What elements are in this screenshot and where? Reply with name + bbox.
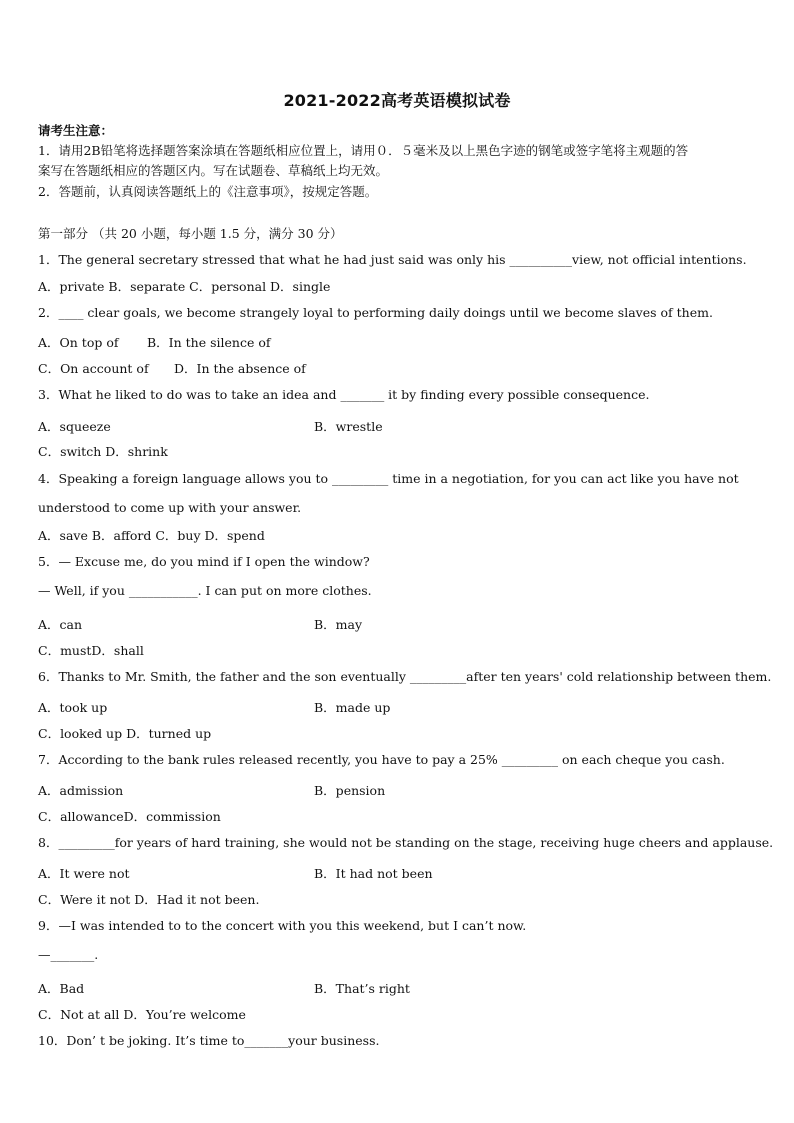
page-title: 2021-2022高考英语模拟试卷 — [283, 91, 511, 110]
q4-stem-2: understood to come up with your answer. — [38, 500, 302, 515]
notice-line-2: 2．答题前，认真阅读答题纸上的《注意事项》，按规定答题。 — [38, 184, 378, 199]
q8-option-a: A．It were not — [38, 866, 130, 881]
q6-stem: 6．Thanks to Mr. Smith, the father and the son eventually _________after ten years' cold relationship between them. — [38, 669, 772, 684]
q5-option-b: B．may — [314, 617, 363, 632]
notice-heading: 请考生注意： — [38, 123, 114, 138]
section-heading: 第一部分 （共 20 小题，每小题 1.5 分，满分 30 分） — [38, 226, 343, 241]
q2-option-c: C．On account of — [38, 361, 149, 376]
q3-stem: 3．What he liked to do was to take an idea and _______ it by finding every possible consequence. — [38, 387, 650, 402]
q6-option-a: A．took up — [38, 700, 108, 715]
q5-options-cd: C．mustD．shall — [38, 643, 144, 658]
q5-option-a: A．can — [38, 617, 83, 632]
q2-option-a: A．On top of — [38, 335, 119, 350]
q9-option-b: B．That’s right — [314, 981, 410, 996]
notice-line-1b: 案写在答题纸相应的答题区内。写在试题卷、草稿纸上均无效。 — [38, 163, 389, 178]
q8-option-b: B．It had not been — [314, 866, 433, 881]
q9-option-a: A．Bad — [38, 981, 85, 996]
notice-line-1a: 1．请用2B铅笔将选择题答案涂填在答题纸相应位置上，请用０．５毫米及以上黑色字迹的钢笔或签字笔将主观题的答 — [38, 143, 689, 158]
q7-stem: 7．According to the bank rules released recently, you have to pay a 25% _________ on each cheque you cash. — [38, 752, 725, 767]
q3-options-cd: C．switch D．shrink — [38, 444, 168, 459]
q9-stem-1: 9．—I was intended to to the concert with you this weekend, but I can’t now. — [38, 918, 527, 933]
q5-stem-2: — Well, if you ___________. I can put on more clothes. — [38, 583, 372, 598]
q5-stem-1: 5．— Excuse me, do you mind if I open the window? — [38, 554, 370, 569]
q9-options-cd: C．Not at all D．You’re welcome — [38, 1007, 246, 1022]
q8-stem: 8．_________for years of hard training, she would not be standing on the stage, receiving huge cheers and applause. — [38, 835, 774, 850]
q7-option-a: A．admission — [38, 783, 124, 798]
q1-options: A．private B．separate C．personal D．single — [38, 279, 331, 294]
q7-option-b: B．pension — [314, 783, 386, 798]
q2-option-d: D．In the absence of — [174, 361, 306, 376]
q1-stem: 1．The general secretary stressed that what he had just said was only his __________view, not official intentions. — [38, 252, 747, 267]
q6-option-b: B．made up — [314, 700, 391, 715]
q3-option-a: A．squeeze — [38, 419, 111, 434]
q2-stem: 2．____ clear goals, we become strangely loyal to performing daily doings until we become slaves of them. — [38, 305, 713, 320]
q10-stem: 10．Don’ t be joking. It’s time to_______your business. — [38, 1033, 380, 1048]
q4-stem-1: 4．Speaking a foreign language allows you to _________ time in a negotiation, for you can act like you have not — [38, 471, 739, 486]
q9-stem-2: —_______. — [38, 947, 99, 962]
q4-options: A．save B．afford C．buy D．spend — [38, 528, 265, 543]
q8-options-cd: C．Were it not D．Had it not been. — [38, 892, 260, 907]
q6-options-cd: C．looked up D．turned up — [38, 726, 212, 741]
q3-option-b: B．wrestle — [314, 419, 383, 434]
q7-options-cd: C．allowanceD．commission — [38, 809, 221, 824]
q2-option-b: B．In the silence of — [147, 335, 271, 350]
